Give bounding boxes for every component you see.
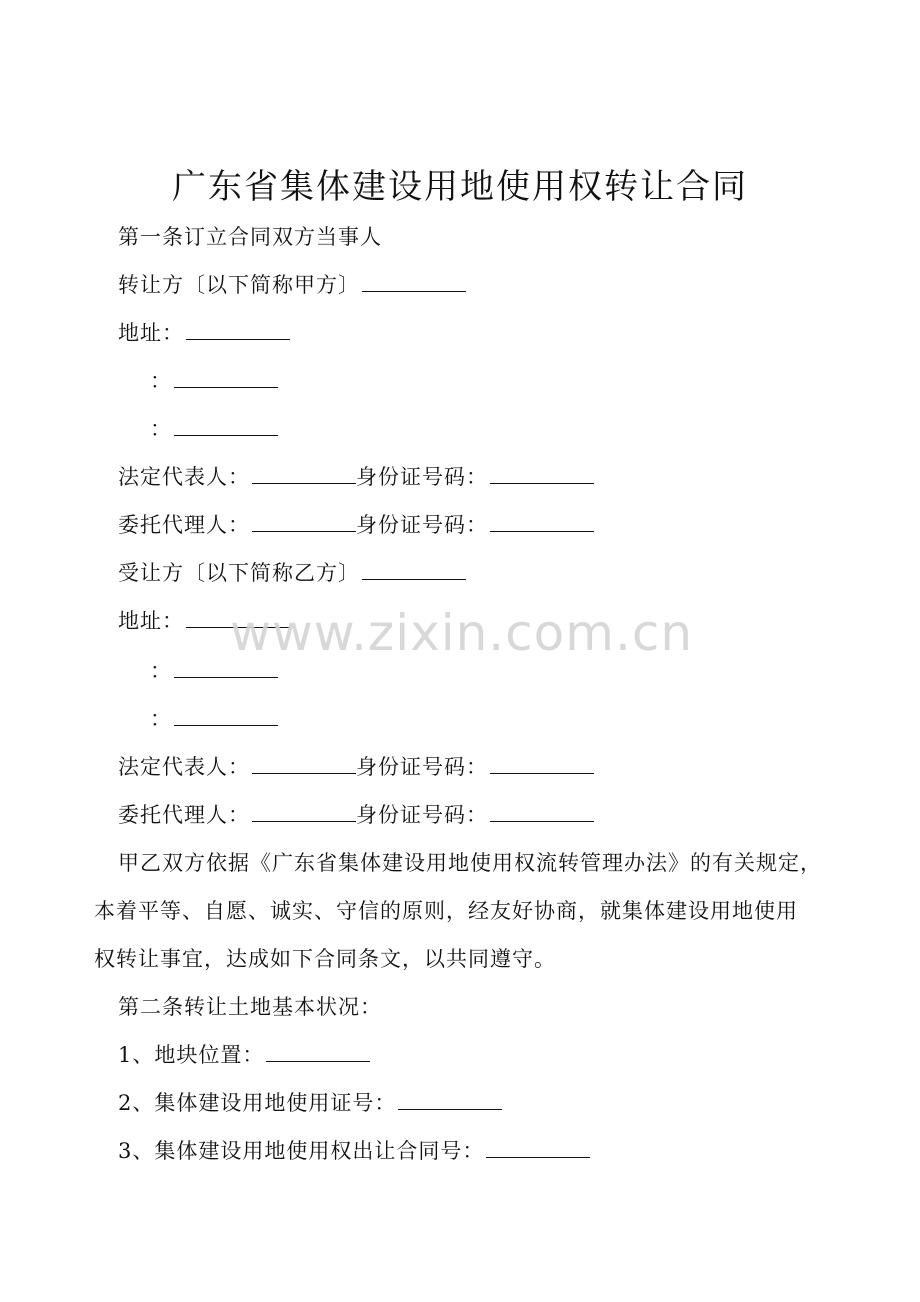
party-a-agent-line bbox=[118, 510, 594, 540]
colon-label: ： bbox=[150, 417, 172, 441]
paragraph-line-1: 甲乙双方依据《广东省集体建设用地使用权流转管理办法》的有关规定， bbox=[118, 851, 822, 875]
item-2-blank bbox=[398, 1091, 502, 1110]
party-b-field-line-1 bbox=[150, 656, 278, 686]
item-1-blank bbox=[266, 1043, 370, 1062]
colon-label: ： bbox=[150, 659, 172, 683]
id-number-label: 身份证号码： bbox=[356, 803, 488, 827]
paragraph-line-3: 权转让事宜，达成如下合同条文，以共同遵守。 bbox=[94, 947, 556, 971]
id-number-label: 身份证号码： bbox=[356, 513, 488, 537]
id-number-label: 身份证号码： bbox=[356, 755, 488, 779]
party-b-legal-rep-id-blank bbox=[490, 755, 594, 774]
item-3-blank bbox=[486, 1139, 590, 1158]
article-2-heading: 第二条转让土地基本状况： bbox=[118, 995, 382, 1019]
party-a-agent-blank bbox=[252, 513, 356, 532]
party-b-name-blank bbox=[362, 561, 466, 580]
party-b-address-line bbox=[118, 606, 290, 636]
party-b-agent-line bbox=[118, 800, 594, 830]
party-b-field-blank-2 bbox=[174, 707, 278, 726]
party-b-legal-rep-line bbox=[118, 752, 594, 782]
party-a-intro-label: 转让方〔以下简称甲方〕 bbox=[118, 273, 360, 297]
party-a-name-blank bbox=[362, 273, 466, 292]
item-3-label: 3、集体建设用地使用权出让合同号： bbox=[118, 1139, 485, 1163]
party-b-intro-line bbox=[118, 558, 466, 588]
party-a-address-line bbox=[118, 318, 290, 348]
party-b-legal-rep-blank bbox=[252, 755, 356, 774]
party-a-field-blank-1 bbox=[174, 369, 278, 388]
agent-label: 委托代理人： bbox=[118, 513, 250, 537]
party-a-field-line-2 bbox=[150, 414, 278, 444]
party-b-address-blank bbox=[186, 609, 290, 628]
item-3-line bbox=[118, 1136, 590, 1166]
party-b-intro-label: 受让方〔以下简称乙方〕 bbox=[118, 561, 360, 585]
id-number-label: 身份证号码： bbox=[356, 465, 488, 489]
party-b-field-line-2 bbox=[150, 704, 278, 734]
party-a-intro-line bbox=[118, 270, 466, 300]
party-a-legal-rep-id-blank bbox=[490, 465, 594, 484]
party-a-agent-id-blank bbox=[490, 513, 594, 532]
agent-label: 委托代理人： bbox=[118, 803, 250, 827]
item-1-label: 1、地块位置： bbox=[118, 1043, 265, 1067]
legal-rep-label: 法定代表人： bbox=[118, 465, 250, 489]
address-label: 地址： bbox=[118, 321, 184, 345]
party-a-field-blank-2 bbox=[174, 417, 278, 436]
party-a-field-line-1 bbox=[150, 366, 278, 396]
party-a-legal-rep-line bbox=[118, 462, 594, 492]
party-a-address-blank bbox=[186, 321, 290, 340]
party-a-legal-rep-blank bbox=[252, 465, 356, 484]
item-2-label: 2、集体建设用地使用证号： bbox=[118, 1091, 397, 1115]
colon-label: ： bbox=[150, 369, 172, 393]
paragraph-line-2: 本着平等、自愿、诚实、守信的原则，经友好协商，就集体建设用地使用 bbox=[94, 899, 798, 923]
address-label: 地址： bbox=[118, 609, 184, 633]
contract-title: 广东省集体建设用地使用权转让合同 bbox=[172, 167, 748, 207]
item-2-line bbox=[118, 1088, 502, 1118]
legal-rep-label: 法定代表人： bbox=[118, 755, 250, 779]
party-b-field-blank-1 bbox=[174, 659, 278, 678]
article-1-heading: 第一条订立合同双方当事人 bbox=[118, 225, 382, 249]
item-1-line bbox=[118, 1040, 370, 1070]
party-b-agent-blank bbox=[252, 803, 356, 822]
party-b-agent-id-blank bbox=[490, 803, 594, 822]
watermark-text: www.zixin.com.cn bbox=[230, 604, 694, 662]
colon-label: ： bbox=[150, 707, 172, 731]
